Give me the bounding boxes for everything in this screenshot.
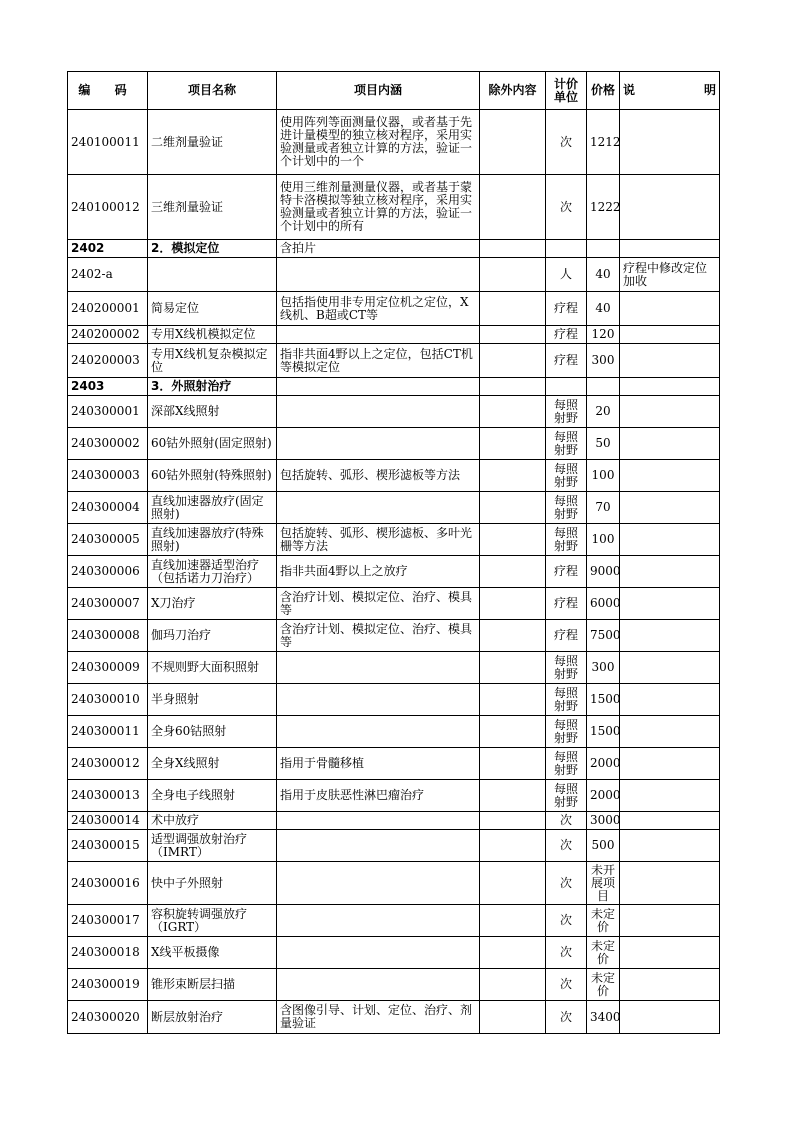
exclusion-cell	[480, 110, 546, 175]
table-row	[68, 492, 720, 524]
note-cell	[620, 862, 720, 905]
price-cell: 2000	[587, 748, 620, 780]
unit-cell: 每照射野	[546, 524, 587, 556]
content-cell	[277, 937, 480, 969]
exclusion-cell	[480, 937, 546, 969]
exclusion-cell	[480, 684, 546, 716]
name-cell: 适型调强放射治疗（IMRT）	[148, 830, 277, 862]
exclusion-cell	[480, 175, 546, 240]
unit-cell: 次	[546, 969, 587, 1001]
note-cell	[620, 110, 720, 175]
table-row	[68, 344, 720, 378]
table-row	[68, 524, 720, 556]
code-cell: 240300018	[68, 937, 148, 969]
name-cell: 半身照射	[148, 684, 277, 716]
exclusion-cell	[480, 326, 546, 344]
note-cell	[620, 524, 720, 556]
exclusion-cell	[480, 969, 546, 1001]
content-cell	[277, 326, 480, 344]
exclusion-cell	[480, 460, 546, 492]
code-cell: 240300004	[68, 492, 148, 524]
table-row	[68, 396, 720, 428]
code-cell: 240300014	[68, 812, 148, 830]
unit-cell: 疗程	[546, 620, 587, 652]
name-cell: 直线加速器放疗(特殊照射)	[148, 524, 277, 556]
content-cell	[277, 812, 480, 830]
exclusion-cell	[480, 716, 546, 748]
price-cell	[587, 378, 620, 396]
name-cell: 直线加速器放疗(固定照射)	[148, 492, 277, 524]
unit-cell: 次	[546, 905, 587, 937]
table-row	[68, 748, 720, 780]
price-cell: 100	[587, 524, 620, 556]
content-cell	[277, 492, 480, 524]
unit-cell: 疗程	[546, 556, 587, 588]
name-cell: 简易定位	[148, 292, 277, 326]
code-cell: 240300008	[68, 620, 148, 652]
price-cell: 70	[587, 492, 620, 524]
price-cell: 300	[587, 652, 620, 684]
content-cell: 含治疗计划、模拟定位、治疗、模具等	[277, 588, 480, 620]
note-cell	[620, 937, 720, 969]
table-row	[68, 830, 720, 862]
unit-cell	[546, 378, 587, 396]
unit-cell: 次	[546, 862, 587, 905]
header-unit: 计价单位	[546, 72, 587, 110]
content-cell	[277, 428, 480, 460]
exclusion-cell	[480, 378, 546, 396]
note-cell	[620, 292, 720, 326]
note-cell	[620, 1001, 720, 1034]
note-cell	[620, 716, 720, 748]
table-row	[68, 556, 720, 588]
note-cell	[620, 326, 720, 344]
header-row	[68, 72, 720, 110]
price-cell	[587, 240, 620, 258]
code-cell: 240300001	[68, 396, 148, 428]
note-cell	[620, 396, 720, 428]
exclusion-cell	[480, 588, 546, 620]
code-cell: 240300012	[68, 748, 148, 780]
table-row	[68, 937, 720, 969]
unit-cell: 每照射野	[546, 428, 587, 460]
code-cell: 240300011	[68, 716, 148, 748]
exclusion-cell	[480, 1001, 546, 1034]
header-name: 项目名称	[148, 72, 277, 110]
content-cell: 包括指使用非专用定位机之定位，X线机、B超或CT等	[277, 292, 480, 326]
unit-cell: 每照射野	[546, 748, 587, 780]
note-cell	[620, 588, 720, 620]
code-cell: 240300003	[68, 460, 148, 492]
name-cell: 直线加速器适型治疗（包括诺力刀治疗）	[148, 556, 277, 588]
code-cell: 240300002	[68, 428, 148, 460]
content-cell	[277, 684, 480, 716]
price-cell: 100	[587, 460, 620, 492]
exclusion-cell	[480, 830, 546, 862]
code-cell: 240300010	[68, 684, 148, 716]
exclusion-cell	[480, 396, 546, 428]
content-cell	[277, 378, 480, 396]
table-row	[68, 684, 720, 716]
note-cell	[620, 620, 720, 652]
price-cell: 1222	[587, 175, 620, 240]
content-cell	[277, 862, 480, 905]
name-cell: 容积旋转调强放疗（IGRT）	[148, 905, 277, 937]
price-table	[67, 71, 720, 1034]
table-row	[68, 620, 720, 652]
unit-cell: 每照射野	[546, 684, 587, 716]
exclusion-cell	[480, 748, 546, 780]
unit-cell: 次	[546, 812, 587, 830]
price-cell: 1500	[587, 716, 620, 748]
note-cell	[620, 175, 720, 240]
name-cell: 专用X线机复杂模拟定位	[148, 344, 277, 378]
name-cell: 快中子外照射	[148, 862, 277, 905]
unit-cell: 每照射野	[546, 396, 587, 428]
code-cell: 240200002	[68, 326, 148, 344]
code-cell: 240300009	[68, 652, 148, 684]
exclusion-cell	[480, 344, 546, 378]
table-row	[68, 292, 720, 326]
price-cell: 1212	[587, 110, 620, 175]
price-cell: 3000	[587, 812, 620, 830]
code-cell: 240300017	[68, 905, 148, 937]
table-row	[68, 588, 720, 620]
unit-cell: 每照射野	[546, 780, 587, 812]
table-row	[68, 428, 720, 460]
exclusion-cell	[480, 556, 546, 588]
code-cell: 240100011	[68, 110, 148, 175]
code-cell: 2402	[68, 240, 148, 258]
note-cell	[620, 492, 720, 524]
name-cell: 不规则野大面积照射	[148, 652, 277, 684]
code-cell: 240100012	[68, 175, 148, 240]
content-cell: 含治疗计划、模拟定位、治疗、模具等	[277, 620, 480, 652]
unit-cell: 疗程	[546, 344, 587, 378]
name-cell	[148, 258, 277, 292]
price-cell: 40	[587, 292, 620, 326]
code-cell: 240200001	[68, 292, 148, 326]
exclusion-cell	[480, 905, 546, 937]
code-cell: 240300005	[68, 524, 148, 556]
table-row	[68, 258, 720, 292]
content-cell: 指用于骨髓移植	[277, 748, 480, 780]
note-cell	[620, 780, 720, 812]
note-cell	[620, 652, 720, 684]
unit-cell: 疗程	[546, 326, 587, 344]
table-row	[68, 812, 720, 830]
unit-cell: 人	[546, 258, 587, 292]
header-code: 编 码	[68, 72, 148, 110]
table-row	[68, 326, 720, 344]
unit-cell	[546, 240, 587, 258]
unit-cell: 次	[546, 110, 587, 175]
name-cell: 2．模拟定位	[148, 240, 277, 258]
code-cell: 240200003	[68, 344, 148, 378]
exclusion-cell	[480, 258, 546, 292]
content-cell	[277, 905, 480, 937]
exclusion-cell	[480, 492, 546, 524]
code-cell: 240300016	[68, 862, 148, 905]
price-cell: 9000	[587, 556, 620, 588]
code-cell: 240300013	[68, 780, 148, 812]
exclusion-cell	[480, 524, 546, 556]
name-cell: X线平板摄像	[148, 937, 277, 969]
exclusion-cell	[480, 620, 546, 652]
exclusion-cell	[480, 428, 546, 460]
price-cell: 20	[587, 396, 620, 428]
exclusion-cell	[480, 240, 546, 258]
code-cell: 2403	[68, 378, 148, 396]
section-row	[68, 378, 720, 396]
name-cell: 伽玛刀治疗	[148, 620, 277, 652]
unit-cell: 次	[546, 937, 587, 969]
exclusion-cell	[480, 862, 546, 905]
table-row	[68, 110, 720, 175]
unit-cell: 次	[546, 175, 587, 240]
name-cell: 深部X线照射	[148, 396, 277, 428]
unit-cell: 每照射野	[546, 716, 587, 748]
table-row	[68, 175, 720, 240]
table-row	[68, 905, 720, 937]
name-cell: 术中放疗	[148, 812, 277, 830]
header-price: 价格	[587, 72, 620, 110]
note-cell	[620, 556, 720, 588]
name-cell: 60钴外照射(特殊照射)	[148, 460, 277, 492]
unit-cell: 每照射野	[546, 460, 587, 492]
exclusion-cell	[480, 780, 546, 812]
price-cell: 7500	[587, 620, 620, 652]
unit-cell: 疗程	[546, 292, 587, 326]
exclusion-cell	[480, 292, 546, 326]
price-cell: 未开展项目	[587, 862, 620, 905]
content-cell	[277, 716, 480, 748]
table-row	[68, 460, 720, 492]
exclusion-cell	[480, 812, 546, 830]
content-cell	[277, 969, 480, 1001]
table-body	[68, 110, 720, 1034]
price-cell: 1500	[587, 684, 620, 716]
name-cell: 3．外照射治疗	[148, 378, 277, 396]
code-cell: 240300006	[68, 556, 148, 588]
name-cell: 锥形束断层扫描	[148, 969, 277, 1001]
note-cell	[620, 748, 720, 780]
unit-cell: 次	[546, 830, 587, 862]
table-row	[68, 780, 720, 812]
table-row	[68, 1001, 720, 1034]
content-cell: 包括旋转、弧形、楔形滤板、多叶光栅等方法	[277, 524, 480, 556]
table-row	[68, 652, 720, 684]
content-cell: 包括旋转、弧形、楔形滤板等方法	[277, 460, 480, 492]
code-cell: 240300020	[68, 1001, 148, 1034]
price-cell: 2000	[587, 780, 620, 812]
code-cell: 2402-a	[68, 258, 148, 292]
content-cell: 指非共面4野以上之定位，包括CT机等模拟定位	[277, 344, 480, 378]
price-cell: 120	[587, 326, 620, 344]
section-row	[68, 240, 720, 258]
code-cell: 240300015	[68, 830, 148, 862]
code-cell: 240300007	[68, 588, 148, 620]
price-cell: 50	[587, 428, 620, 460]
price-cell: 3400	[587, 1001, 620, 1034]
price-cell: 未定价	[587, 937, 620, 969]
note-cell	[620, 812, 720, 830]
note-cell: 疗程中修改定位加收	[620, 258, 720, 292]
name-cell: X刀治疗	[148, 588, 277, 620]
price-cell: 6000	[587, 588, 620, 620]
content-cell: 含拍片	[277, 240, 480, 258]
name-cell: 全身60钴照射	[148, 716, 277, 748]
note-cell	[620, 905, 720, 937]
unit-cell: 每照射野	[546, 492, 587, 524]
name-cell: 全身X线照射	[148, 748, 277, 780]
note-cell	[620, 428, 720, 460]
content-cell: 含图像引导、计划、定位、治疗、剂量验证	[277, 1001, 480, 1034]
note-cell	[620, 969, 720, 1001]
unit-cell: 每照射野	[546, 652, 587, 684]
content-cell: 使用三维剂量测量仪器，或者基于蒙特卡洛模拟等独立核对程序，采用实验测量或者独立计算的方法，验证一个计划中的所有	[277, 175, 480, 240]
price-cell: 300	[587, 344, 620, 378]
name-cell: 二维剂量验证	[148, 110, 277, 175]
price-cell: 未定价	[587, 905, 620, 937]
table-row	[68, 716, 720, 748]
exclusion-cell	[480, 652, 546, 684]
note-cell	[620, 830, 720, 862]
name-cell: 断层放射治疗	[148, 1001, 277, 1034]
table-row	[68, 969, 720, 1001]
table-row	[68, 862, 720, 905]
name-cell: 三维剂量验证	[148, 175, 277, 240]
content-cell	[277, 396, 480, 428]
content-cell: 指用于皮肤恶性淋巴瘤治疗	[277, 780, 480, 812]
content-cell	[277, 652, 480, 684]
content-cell	[277, 258, 480, 292]
note-cell	[620, 344, 720, 378]
code-cell: 240300019	[68, 969, 148, 1001]
name-cell: 全身电子线照射	[148, 780, 277, 812]
name-cell: 专用X线机模拟定位	[148, 326, 277, 344]
name-cell: 60钴外照射(固定照射)	[148, 428, 277, 460]
content-cell: 使用阵列等面测量仪器，或者基于先进计量模型的独立核对程序，采用实验测量或者独立计算的方法，验证一个计划中的一个	[277, 110, 480, 175]
price-cell: 40	[587, 258, 620, 292]
note-cell	[620, 460, 720, 492]
header-note: 说 明	[620, 72, 720, 110]
unit-cell: 次	[546, 1001, 587, 1034]
note-cell	[620, 240, 720, 258]
unit-cell: 疗程	[546, 588, 587, 620]
price-cell: 未定价	[587, 969, 620, 1001]
note-cell	[620, 684, 720, 716]
price-cell: 500	[587, 830, 620, 862]
note-cell	[620, 378, 720, 396]
content-cell	[277, 830, 480, 862]
content-cell: 指非共面4野以上之放疗	[277, 556, 480, 588]
header-exclusion: 除外内容	[480, 72, 546, 110]
header-content: 项目内涵	[277, 72, 480, 110]
